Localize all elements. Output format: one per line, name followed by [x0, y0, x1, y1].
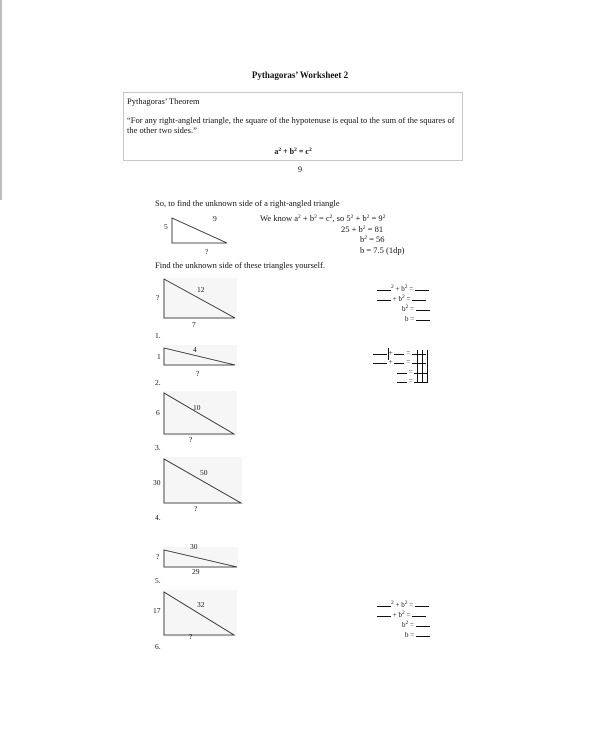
answer-2-bar-b [417, 350, 418, 383]
problem-number-3: 3. [155, 443, 161, 452]
triangle-5-base: 29 [192, 567, 200, 576]
triangle-2-base: ? [196, 369, 200, 378]
example-triangle [172, 218, 228, 244]
triangle-2 [163, 345, 238, 367]
theorem-quote: “For any right-angled triangle, the square of the hypotenuse is equal to the sum of the squares of the other two sides.” [127, 115, 455, 135]
problem-number-5: 5. [155, 576, 161, 585]
triangle-1-vertical: ? [156, 293, 160, 302]
problem-number-4: 4. [155, 513, 161, 522]
example-side-hyp: 9 [213, 214, 217, 223]
triangle-5 [163, 547, 239, 569]
triangle-5-hyp: 30 [190, 542, 198, 551]
triangle-6 [163, 590, 238, 638]
theorem-heading: Pythagoras’ Theorem [127, 96, 200, 106]
triangle-1-base: 7 [192, 320, 196, 329]
triangle-5-vertical: ? [156, 552, 160, 561]
triangle-4-vertical: 30 [153, 478, 161, 487]
example-side-base: ? [205, 247, 209, 256]
answer-2-row-3: = [397, 367, 428, 376]
problem-number-2: 2. [155, 378, 161, 387]
example-line-4: b = 7.5 (1dp) [360, 245, 405, 255]
answer-6-row-4: b = [405, 630, 430, 639]
worksheet-title: Pythagoras’ Worksheet 2 [251, 70, 349, 80]
triangle-4-hyp: 50 [200, 468, 208, 477]
problem-number-6: 6. [155, 642, 161, 651]
example-line-1: We know $a^2 + b^2 = c^2$, so $5^2 + b^2 = 9^2$ [260, 213, 386, 223]
triangle-3-hyp: 10 [193, 403, 201, 412]
answer-2-row-2: + = [373, 357, 426, 366]
triangle-3-vertical: 6 [156, 408, 160, 417]
answer-6-row-3: $b^2$ = [402, 620, 430, 629]
answer-6-row-2: + $b^2$ = [377, 610, 426, 619]
answer-1-row-3: $b^2$ = [402, 304, 430, 313]
triangle-4 [163, 457, 243, 505]
answer-1-row-4: b = [405, 314, 430, 323]
theorem-formula: $a^2 + b^2 = c^2$ [274, 147, 312, 156]
answer-2-bar-a [388, 348, 389, 360]
answer-2-bar-d [427, 350, 428, 383]
answer-2-row-1: + = [373, 348, 426, 357]
example-intro: So, to find the unknown side of a right-angled triangle [155, 198, 340, 208]
answer-2-bar-c [422, 350, 423, 383]
triangle-6-hyp: 32 [197, 600, 205, 609]
problem-number-1: 1. [155, 331, 161, 340]
theorem-box [123, 92, 463, 161]
example-line-3: $b^2 = 56$ [360, 234, 385, 244]
triangle-4-base: ? [194, 504, 198, 513]
answer-1-row-2: + $b^2$ = [377, 294, 426, 303]
triangle-6-vertical: 17 [153, 606, 161, 615]
instruction: Find the unknown side of these triangles yourself. [155, 260, 325, 270]
triangle-1-hyp: 12 [197, 285, 205, 294]
triangle-6-base: ? [189, 632, 193, 641]
triangle-2-vertical: 1 [157, 352, 161, 361]
answer-6-row-1: $^2 + b^2$ = [377, 600, 429, 609]
answer-1-row-1: $^2 + b^2$ = [377, 284, 429, 293]
page-number: 9 [297, 164, 303, 174]
triangle-3-base: ? [189, 435, 193, 444]
example-line-2: $25 + b^2 = 81$ [341, 224, 384, 234]
triangle-3 [163, 391, 238, 437]
example-side-vertical: 5 [164, 222, 168, 231]
answer-2-row-4: = [397, 376, 428, 385]
triangle-2-hyp: 4 [193, 345, 197, 354]
